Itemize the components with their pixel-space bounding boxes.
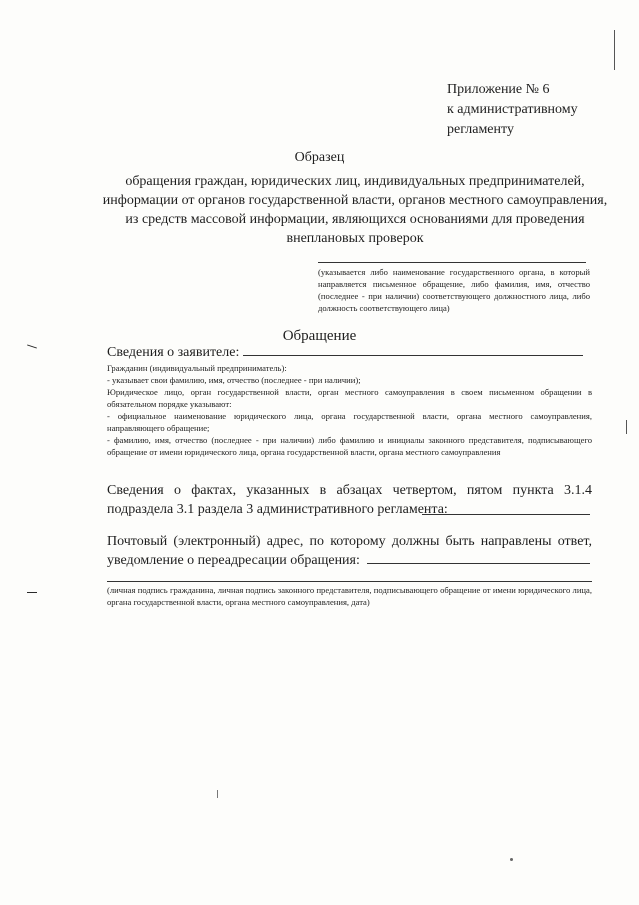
applicant-notes bbox=[107, 362, 592, 458]
scan-mark bbox=[217, 790, 218, 798]
sample-title: Образец bbox=[294, 150, 345, 165]
address-text: Почтовый (электронный) адрес, по которому должны быть направлены ответ, уведомление о переадресации обращения: bbox=[107, 534, 592, 568]
scan-mark bbox=[626, 420, 627, 434]
applicant-note: Гражданин (индивидуальный предприниматель): bbox=[107, 363, 287, 373]
scan-mark bbox=[614, 30, 615, 70]
facts-field[interactable] bbox=[422, 514, 590, 515]
appendix-line-1: Приложение № 6 bbox=[447, 82, 550, 97]
appendix-line-2: к административному bbox=[447, 102, 578, 117]
recipient-line[interactable] bbox=[318, 262, 586, 263]
scan-mark bbox=[27, 344, 37, 348]
facts-text: Сведения о фактах, указанных в абзацах четвертом, пятом пункта 3.1.4 подраздела 3.1 раздела 3 административного регламента: bbox=[107, 483, 592, 517]
appendix-header bbox=[447, 80, 578, 140]
signature-line[interactable] bbox=[107, 581, 592, 582]
applicant-note: - официальное наименование юридического лица, органа государственной власти, органа местного самоуправления, направляющего обращение; bbox=[107, 411, 592, 433]
applicant-row bbox=[107, 343, 592, 362]
applicant-field[interactable] bbox=[243, 343, 583, 356]
applicant-note: Юридическое лицо, орган государственной власти, орган местного самоуправления в своем письменном обращении в обязательном порядке указывают: bbox=[107, 387, 592, 409]
applicant-label: Сведения о заявителе: bbox=[107, 345, 240, 360]
scan-mark bbox=[27, 592, 37, 593]
appeal-title: Обращение bbox=[282, 328, 357, 344]
recipient-note: (указывается либо наименование государственного органа, в который направляется письменное обращение, либо фамилия, имя, отчество (последнее - при наличии) соответствующего должностного лица, либо должность соответствующего лица) bbox=[318, 267, 590, 313]
applicant-note: - фамилию, имя, отчество (последнее - при наличии) либо фамилию и инициалы законного представителя, подписывающего обращение от имени юридического лица, органа государственной власти, органа местного самоуправления bbox=[107, 435, 592, 457]
scan-mark bbox=[510, 858, 513, 861]
address-paragraph bbox=[107, 532, 592, 570]
document-subtitle: обращения граждан, юридических лиц, индивидуальных предпринимателей, информации от органов государственной власти, органов местного самоуправления, из средств массовой информации, являющихся основаниями для проведения внеплановых проверок bbox=[102, 174, 608, 246]
applicant-note: - указывает свои фамилию, имя, отчество (последнее - при наличии); bbox=[107, 375, 361, 385]
address-field[interactable] bbox=[367, 563, 590, 564]
signature-note: (личная подпись гражданина, личная подпись законного представителя, подписывающего обращение от имени юридического лица, органа государственной власти, органа местного самоуправления, дата) bbox=[107, 585, 592, 607]
appendix-line-3: регламенту bbox=[447, 122, 514, 137]
